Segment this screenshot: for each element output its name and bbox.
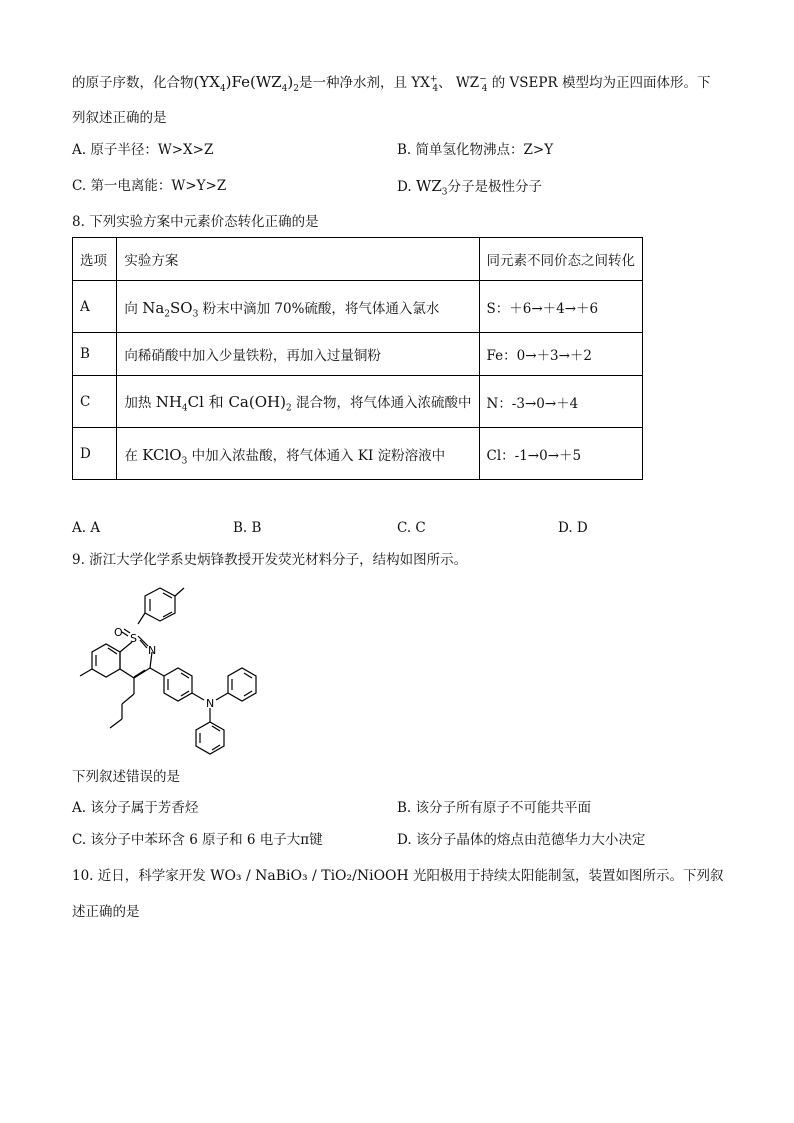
option-label: D. — [397, 832, 412, 848]
row-plan — [117, 376, 479, 428]
atom-s: S — [130, 632, 137, 645]
formula-part: SO — [170, 298, 193, 317]
plan-text: 向 — [124, 300, 143, 317]
q8-answer-a[interactable]: A. A — [72, 520, 101, 536]
option-text: 简单氢化物沸点：Z>Y — [415, 142, 554, 158]
option-text: 原子半径：W>X>Z — [90, 142, 214, 158]
header-plan: 实验方案 — [117, 238, 479, 281]
q8-answer-b[interactable]: B. B — [233, 520, 262, 536]
q10-stem-line1 — [72, 866, 724, 886]
formula-part: Cl 和 Ca(OH) — [187, 393, 286, 411]
q10-stem-line2: 述正确的是 — [72, 904, 140, 920]
q9-option-a[interactable] — [72, 798, 198, 818]
row-plan — [117, 281, 479, 333]
row-option: D — [73, 428, 117, 480]
header-conversion: 同元素不同价态之间转化 — [479, 238, 643, 281]
q7-text: 的原子序数，化合物 — [72, 75, 194, 91]
q9-stem: 9. 浙江大学化学系史炳锋教授开发荧光材料分子，结构如图所示。 — [72, 552, 468, 568]
plan-text: 中加入浓盐酸，将气体通入 KI 淀粉溶液中 — [187, 447, 446, 464]
q7-text: 的 VSEPR 模型均为正四面体形。下 — [491, 75, 711, 91]
table-row — [73, 333, 643, 376]
header-option: 选项 — [73, 238, 117, 281]
option-text: 第一电离能：W>Y>Z — [90, 178, 227, 194]
table-header-row — [73, 238, 643, 281]
q10-formula: WO₃ / NaBiO₃ / TiO₂/NiOOH — [210, 868, 409, 884]
formula-sub: 4 — [181, 403, 188, 414]
row-option: C — [73, 376, 117, 428]
option-text: 该分子属于芳香烃 — [90, 800, 199, 816]
option-label: A. — [72, 800, 87, 816]
formula-part: )Fe(WZ — [225, 73, 282, 91]
row-conversion: Fe：0→＋3→＋2 — [479, 333, 643, 376]
option-text: 分子是极性分子 — [447, 179, 543, 195]
q7-stem-line2: 列叙述正确的是 — [72, 110, 167, 126]
option-text: 该分子晶体的熔点由范德华力大小决定 — [415, 832, 646, 848]
option-label: B. — [397, 142, 412, 158]
table-row — [73, 428, 643, 480]
row-conversion: S：＋6→＋4→＋6 — [479, 281, 643, 333]
formula-sub: 2 — [164, 309, 170, 320]
table-row — [73, 376, 643, 428]
formula-part: (YX — [193, 73, 220, 91]
q7-option-d[interactable] — [397, 176, 542, 197]
row-plan: 向稀硝酸中加入少量铁粉，再加入过量铜粉 — [117, 333, 479, 376]
option-label: C. — [72, 832, 87, 848]
option-label: A. — [72, 142, 87, 158]
separator: 、 — [438, 75, 452, 91]
atom-n-amine: N — [206, 697, 215, 710]
row-plan — [117, 428, 479, 480]
formula-part: Na — [142, 298, 165, 317]
row-option: A — [73, 281, 117, 333]
q9-option-b[interactable] — [397, 798, 591, 818]
option-label: B. — [397, 800, 412, 816]
table-row — [73, 281, 643, 333]
ion-wz4: WZ — [455, 75, 480, 91]
q8-stem: 8. 下列实验方案中元素价态转化正确的是 — [72, 214, 319, 230]
q8-answer-d[interactable]: D. D — [558, 520, 588, 536]
plan-text: 粉末中滴加 70%硫酸，将气体通入氯水 — [198, 300, 440, 317]
row-conversion: Cl：-1→0→＋5 — [479, 428, 643, 480]
formula-sub: 3 — [181, 456, 188, 467]
q8-table — [72, 237, 643, 480]
plan-text: 混合物，将气体通入浓硫酸中 — [291, 395, 472, 411]
q7-option-c[interactable] — [72, 176, 226, 196]
formula-part: ) — [287, 73, 294, 91]
option-label: D. — [397, 179, 412, 195]
plan-text: 在 — [124, 447, 143, 464]
option-text: 该分子所有原子不可能共平面 — [415, 800, 592, 816]
q9-option-d[interactable] — [397, 830, 645, 850]
formula-sub: 3 — [441, 187, 448, 198]
plan-text: 加热 — [124, 395, 156, 411]
formula-part: KClO — [142, 445, 182, 464]
q8-answer-c[interactable]: C. C — [397, 520, 426, 536]
row-option: B — [73, 333, 117, 376]
formula-sub: 3 — [192, 309, 199, 320]
formula-part: NH — [155, 393, 182, 411]
row-conversion: N：-3→0→＋4 — [479, 376, 643, 428]
q7-stem-line1: 的原子序数，化合物$(YX_4)Fe(WZ_4)_2$是一种净水剂，且 $YX^+_4$、 $WZ^-_4$ 的 VSEPR 模型均为正四面体形。下 — [72, 73, 711, 94]
ion-yx4: YX — [411, 75, 430, 91]
option-text: 该分子中苯环含 6 原子和 6 电子大π键 — [90, 832, 323, 848]
atom-n-ring: N — [148, 644, 157, 657]
molecule-structure — [72, 576, 272, 756]
atom-o: O — [114, 626, 123, 639]
formula-wz3: WZ — [415, 177, 442, 195]
q10-text: 10. 近日，科学家开发 — [72, 868, 211, 884]
q7-text: 是一种净水剂，且 — [299, 75, 408, 91]
option-label: C. — [72, 178, 87, 194]
q9-sub-stem: 下列叙述错误的是 — [72, 769, 180, 785]
formula-sub: 2 — [285, 403, 292, 414]
q10-text: 光阳极用于持续太阳能制氢，装置如图所示。下列叙 — [408, 868, 724, 884]
q7-option-b[interactable] — [397, 140, 553, 160]
q9-option-c[interactable] — [72, 830, 323, 850]
q7-option-a[interactable] — [72, 140, 213, 160]
